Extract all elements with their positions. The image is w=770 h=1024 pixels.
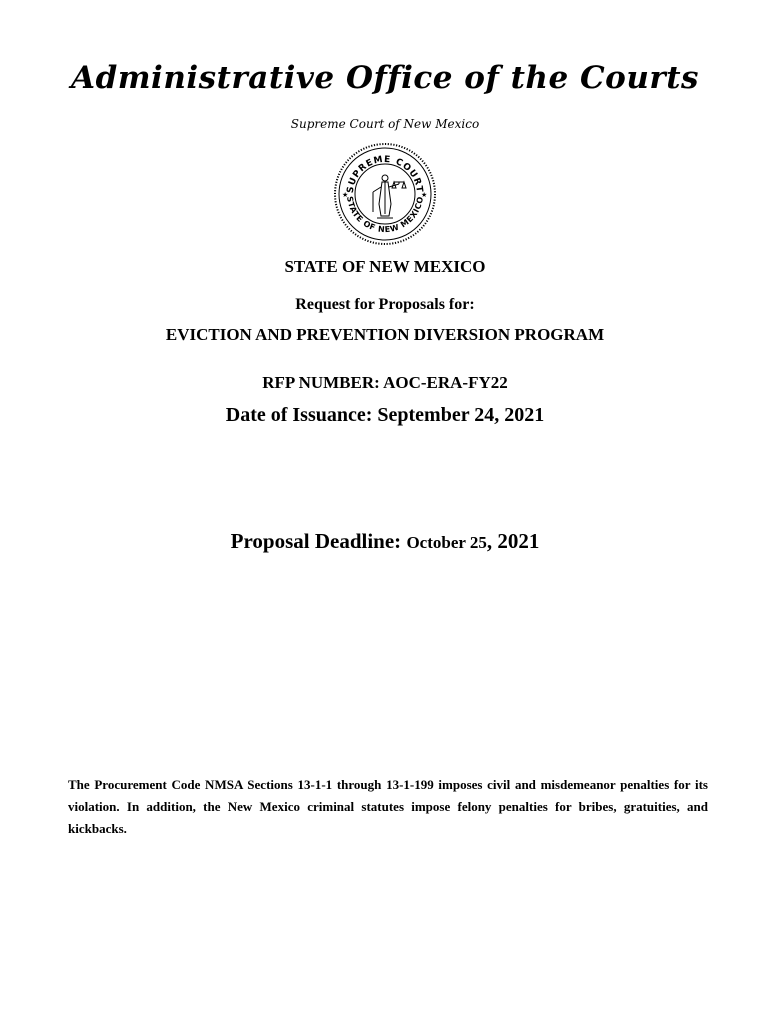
- seal-bottom-text: STATE OF NEW MEXICO: [344, 195, 426, 235]
- deadline-label: Proposal Deadline:: [230, 529, 407, 553]
- proposal-deadline: [0, 529, 770, 554]
- office-subtitle: Supreme Court of New Mexico: [290, 117, 480, 131]
- office-title: Administrative Office of the Courts: [71, 60, 699, 96]
- seal-top-text: SUPREME COURT: [345, 154, 425, 194]
- state-name: STATE OF NEW MEXICO: [284, 257, 486, 276]
- supreme-court-seal-icon: [333, 142, 437, 246]
- rfp-number: RFP NUMBER: AOC-ERA-FY22: [262, 373, 508, 392]
- program-title: EVICTION AND PREVENTION DIVERSION PROGRAM: [165, 325, 605, 344]
- svg-text:★: ★: [342, 191, 349, 199]
- procurement-notice: The Procurement Code NMSA Sections 13-1-1 through 13-1-199 imposes civil and misdemeanor penalties for its violation. In addition, the New Mexico criminal statutes impose felony penalties for bribes, gratuities, and kickbacks.: [68, 777, 708, 836]
- deadline-date: October 25: [406, 533, 487, 552]
- issuance-date: Date of Issuance: September 24, 2021: [225, 404, 545, 426]
- rfp-for-label: Request for Proposals for:: [295, 296, 475, 313]
- svg-text:★: ★: [421, 191, 428, 199]
- deadline-year: , 2021: [486, 529, 540, 553]
